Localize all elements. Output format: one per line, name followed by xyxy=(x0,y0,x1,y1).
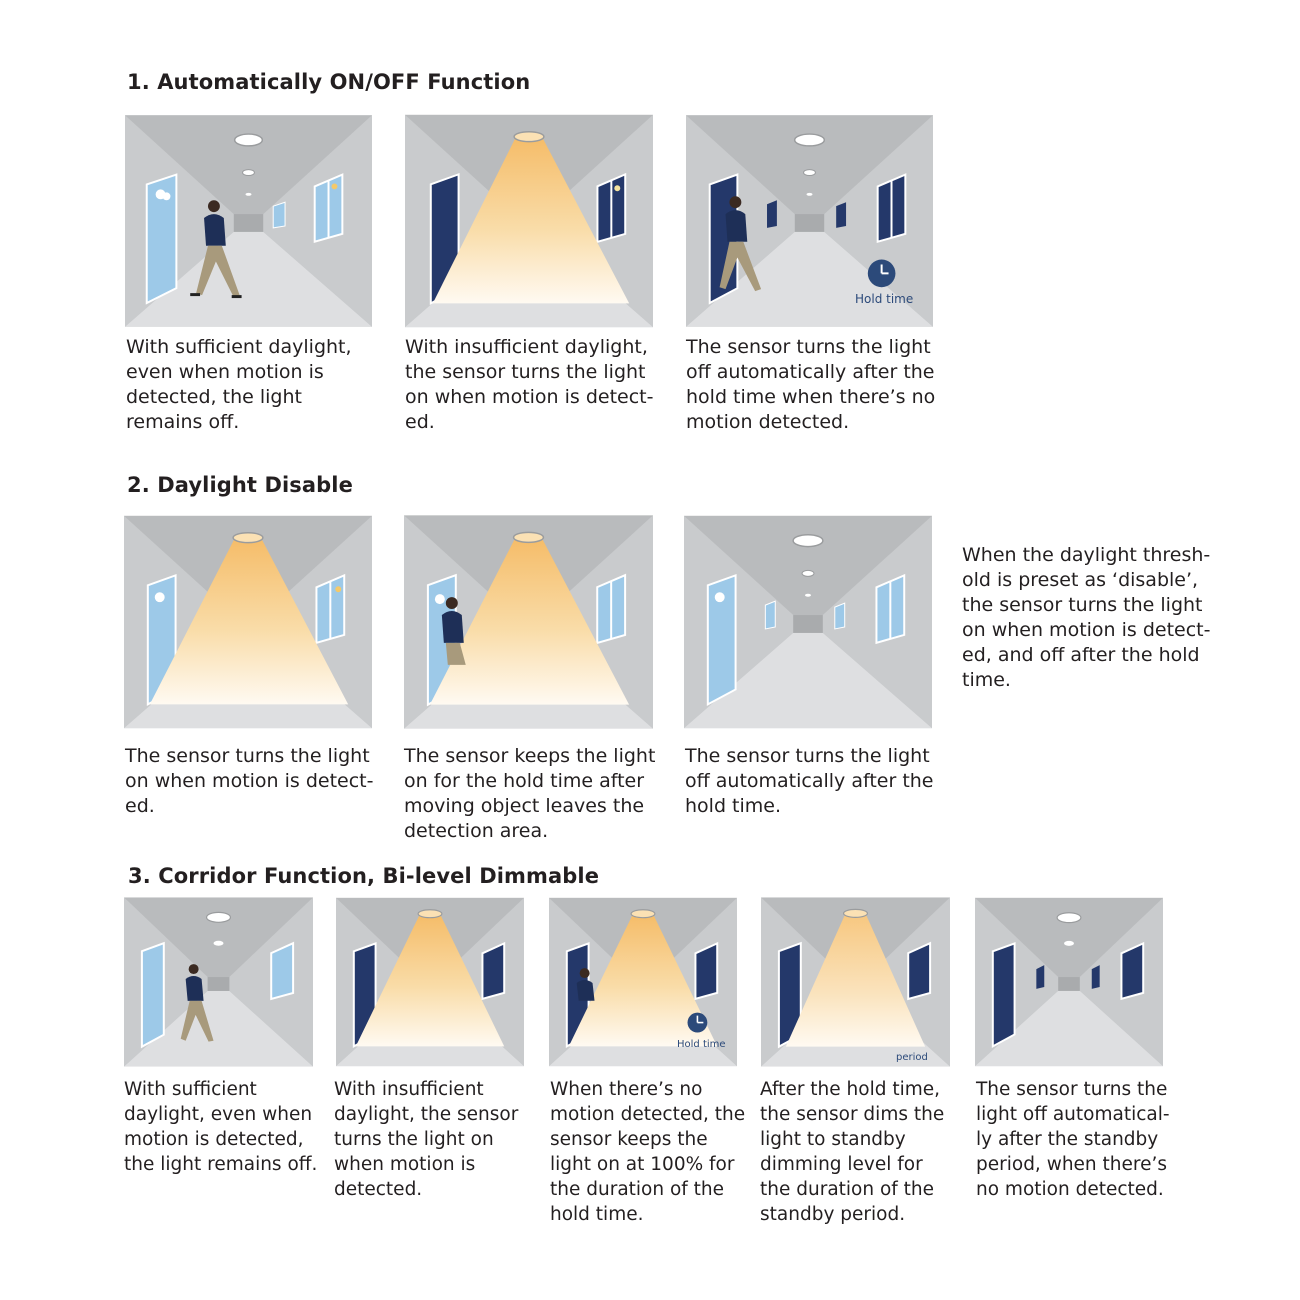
hold-time-label-small: Hold time xyxy=(677,1039,726,1050)
section-2-panel-1-caption: The sensor turns the light on when motion is detect- ed. xyxy=(125,745,374,817)
section-1-panel-3-caption: The sensor turns the light off automatically after the hold time when there’s no motion detected. xyxy=(686,336,936,433)
section-1-panel-1-illustration xyxy=(125,114,372,328)
section-3-panel-2-caption: With insufficient daylight, the sensor turns the light on when motion is detected. xyxy=(334,1079,519,1200)
clock-icon xyxy=(688,1013,708,1033)
section-2-panel-2-illustration xyxy=(404,515,653,729)
section-3-panel-2-illustration xyxy=(336,897,524,1067)
section-3-panel-1-illustration xyxy=(124,897,313,1067)
section-2-panel-1-illustration xyxy=(124,515,372,729)
section-3-panel-5-illustration xyxy=(975,897,1163,1067)
section-2-heading: 2. Daylight Disable xyxy=(127,473,353,497)
section-3-heading: 3. Corridor Function, Bi-level Dimmable xyxy=(128,864,600,888)
section-3-panel-4-illustration xyxy=(761,897,950,1067)
section-2-panel-3-illustration xyxy=(684,515,932,729)
hold-time-label: Hold time xyxy=(855,292,914,306)
section-1-heading: 1. Automatically ON/OFF Function xyxy=(127,70,531,94)
section-3-panel-3-caption: When there’s no motion detected, the sensor keeps the light on at 100% for the duration of the hold time. xyxy=(550,1079,746,1225)
section-2-note: When the daylight thresh- old is preset as ‘disable’, the sensor turns the light on when motion is detect- ed, and off after the hold time. xyxy=(962,544,1211,691)
section-3-panel-5-caption: The sensor turns the light off automatical- ly after the standby period, when there’s no motion detected. xyxy=(976,1079,1170,1200)
period-label: period xyxy=(896,1052,928,1063)
section-1-panel-2-caption: With insufficient daylight, the sensor turns the light on when motion is detect- ed. xyxy=(405,336,654,433)
section-1-panel-2-illustration xyxy=(405,114,653,328)
section-1-panel-1-caption: With sufficient daylight, even when motion is detected, the light remains off. xyxy=(126,336,352,433)
section-3-panel-1-caption: With sufficient daylight, even when motion is detected, the light remains off. xyxy=(124,1079,318,1175)
section-2-panel-3-caption: The sensor turns the light off automatically after the hold time. xyxy=(685,745,934,817)
section-2-panel-2-caption: The sensor keeps the light on for the hold time after moving object leaves the detection area. xyxy=(404,745,656,842)
clock-icon xyxy=(868,260,896,288)
section-3-panel-4-caption: After the hold time, the sensor dims the light to standby dimming level for the duration of the standby period. xyxy=(760,1079,945,1225)
